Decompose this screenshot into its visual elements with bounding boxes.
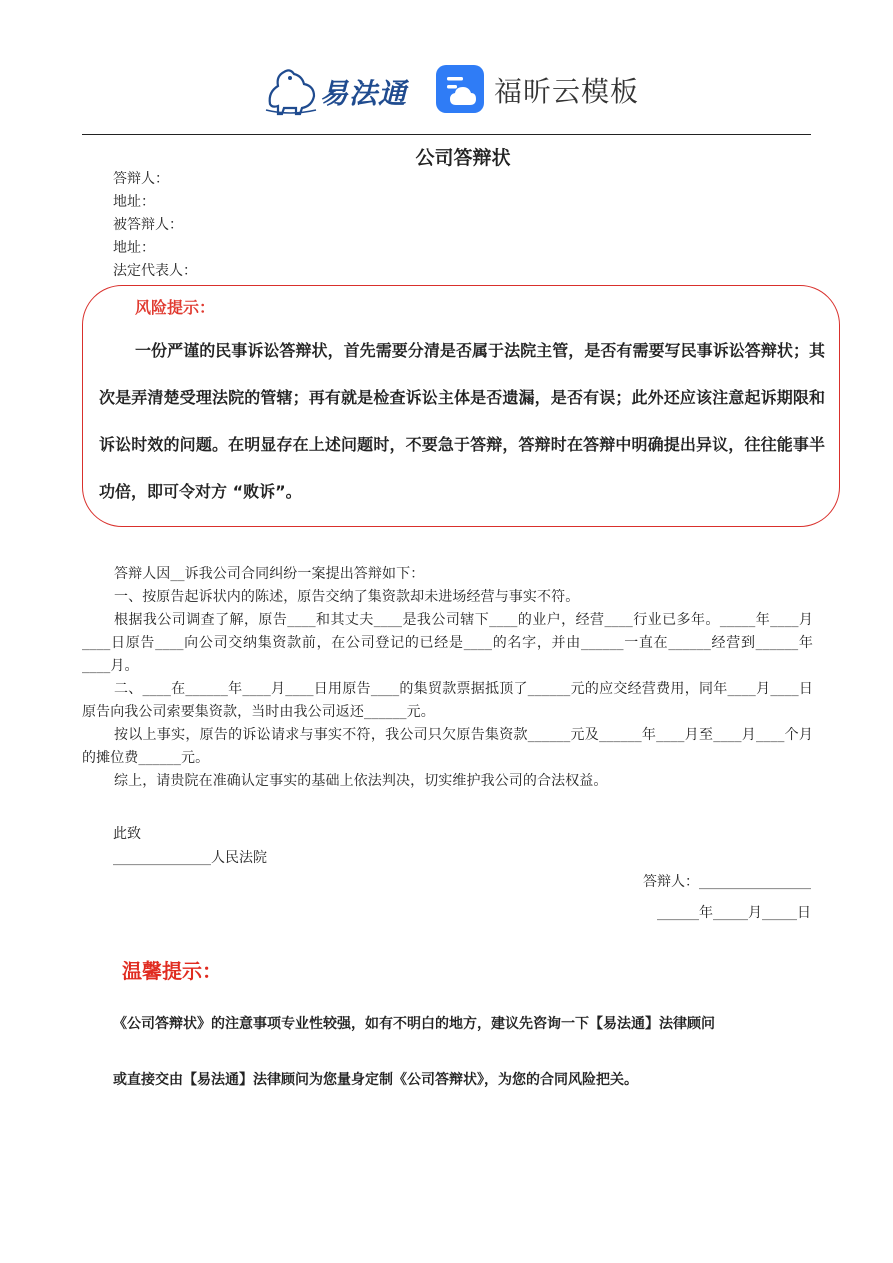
salutation: 此致 [113,826,141,842]
risk-warning-text: 一份严谨的民事诉讼答辩状，首先需要分清是否属于法院主管，是否有需要写民事诉讼答辩状；其次是弄清楚受理法院的管辖；再有就是检查诉讼主体是否遗漏，是否有误；此外还应该注意起诉期限和诉讼时效的问题。在明显存在上述问题时，不要急于答辩，答辩时在答辩中明确提出异议，往往能事半功倍，即可令对方 “败诉”。 [99,341,825,501]
horse-emblem-icon [262,64,320,116]
court-name: ______________人民法院 [113,850,267,866]
party-defendant-address: 地址： [113,194,155,210]
party-legal-representative: 法定代表人： [113,263,197,279]
content-paragraph: 答辩人因__诉我公司合同纠纷一案提出答辩如下： [114,566,425,582]
defense-content [82,563,813,793]
content-paragraph: 按以上事实，原告的诉讼请求与事实不符，我公司只欠原告集资款______元及______年____月至____月____个月的摊位费______元。 [82,727,813,766]
warm-tip-line: 《公司答辩状》的注意事项专业性较强，如有不明白的地方，建议先咨询一下【易法通】法律顾问 [113,1016,715,1032]
foxit-cloud-logo-text: 福昕云模板 [494,75,640,108]
party-plaintiff-address: 地址： [113,240,155,256]
party-plaintiff: 被答辩人： [113,217,183,233]
party-defendant: 答辩人： [113,171,169,187]
yifatong-logo [262,64,412,116]
warm-tip-text [113,996,813,1108]
header-divider [82,134,811,135]
warm-tip-line: 或直接交由【易法通】法律顾问为您量身定制《公司答辩状》，为您的合同风险把关。 [113,1072,638,1088]
yifatong-logo-text: 易法通 [320,77,408,110]
document-title: 公司答辩状 [415,147,511,169]
risk-warning-box [82,285,840,527]
content-paragraph: 一、按原告起诉状内的陈述，原告交纳了集资款却未进场经营与事实不符。 [114,589,580,605]
content-paragraph: 根据我公司调查了解，原告____和其丈夫____是我公司辖下____的业户，经营____行业已多年。_____年____月____日原告____向公司交纳集资款前，在公司登记的已经是____的名字，并由______一直在______经营到______年____月。 [82,612,813,674]
date-line: ______年_____月_____日 [657,905,811,921]
cloud-document-icon [436,65,484,113]
risk-warning-title: 风险提示： [135,298,216,317]
warm-tip-title: 温馨提示： [122,959,222,983]
signature-line: 答辩人：________________ [643,874,811,890]
content-paragraph: 综上，请贵院在准确认定事实的基础上依法判决，切实维护我公司的合法权益。 [114,773,608,789]
page-header [0,58,893,120]
content-paragraph: 二、____在______年____月____日用原告____的集贸款票据抵顶了______元的应交经营费用，同年____月____日原告向我公司索要集资款，当时由我公司返还______元。 [82,681,813,720]
foxit-cloud-logo-icon [436,65,484,113]
